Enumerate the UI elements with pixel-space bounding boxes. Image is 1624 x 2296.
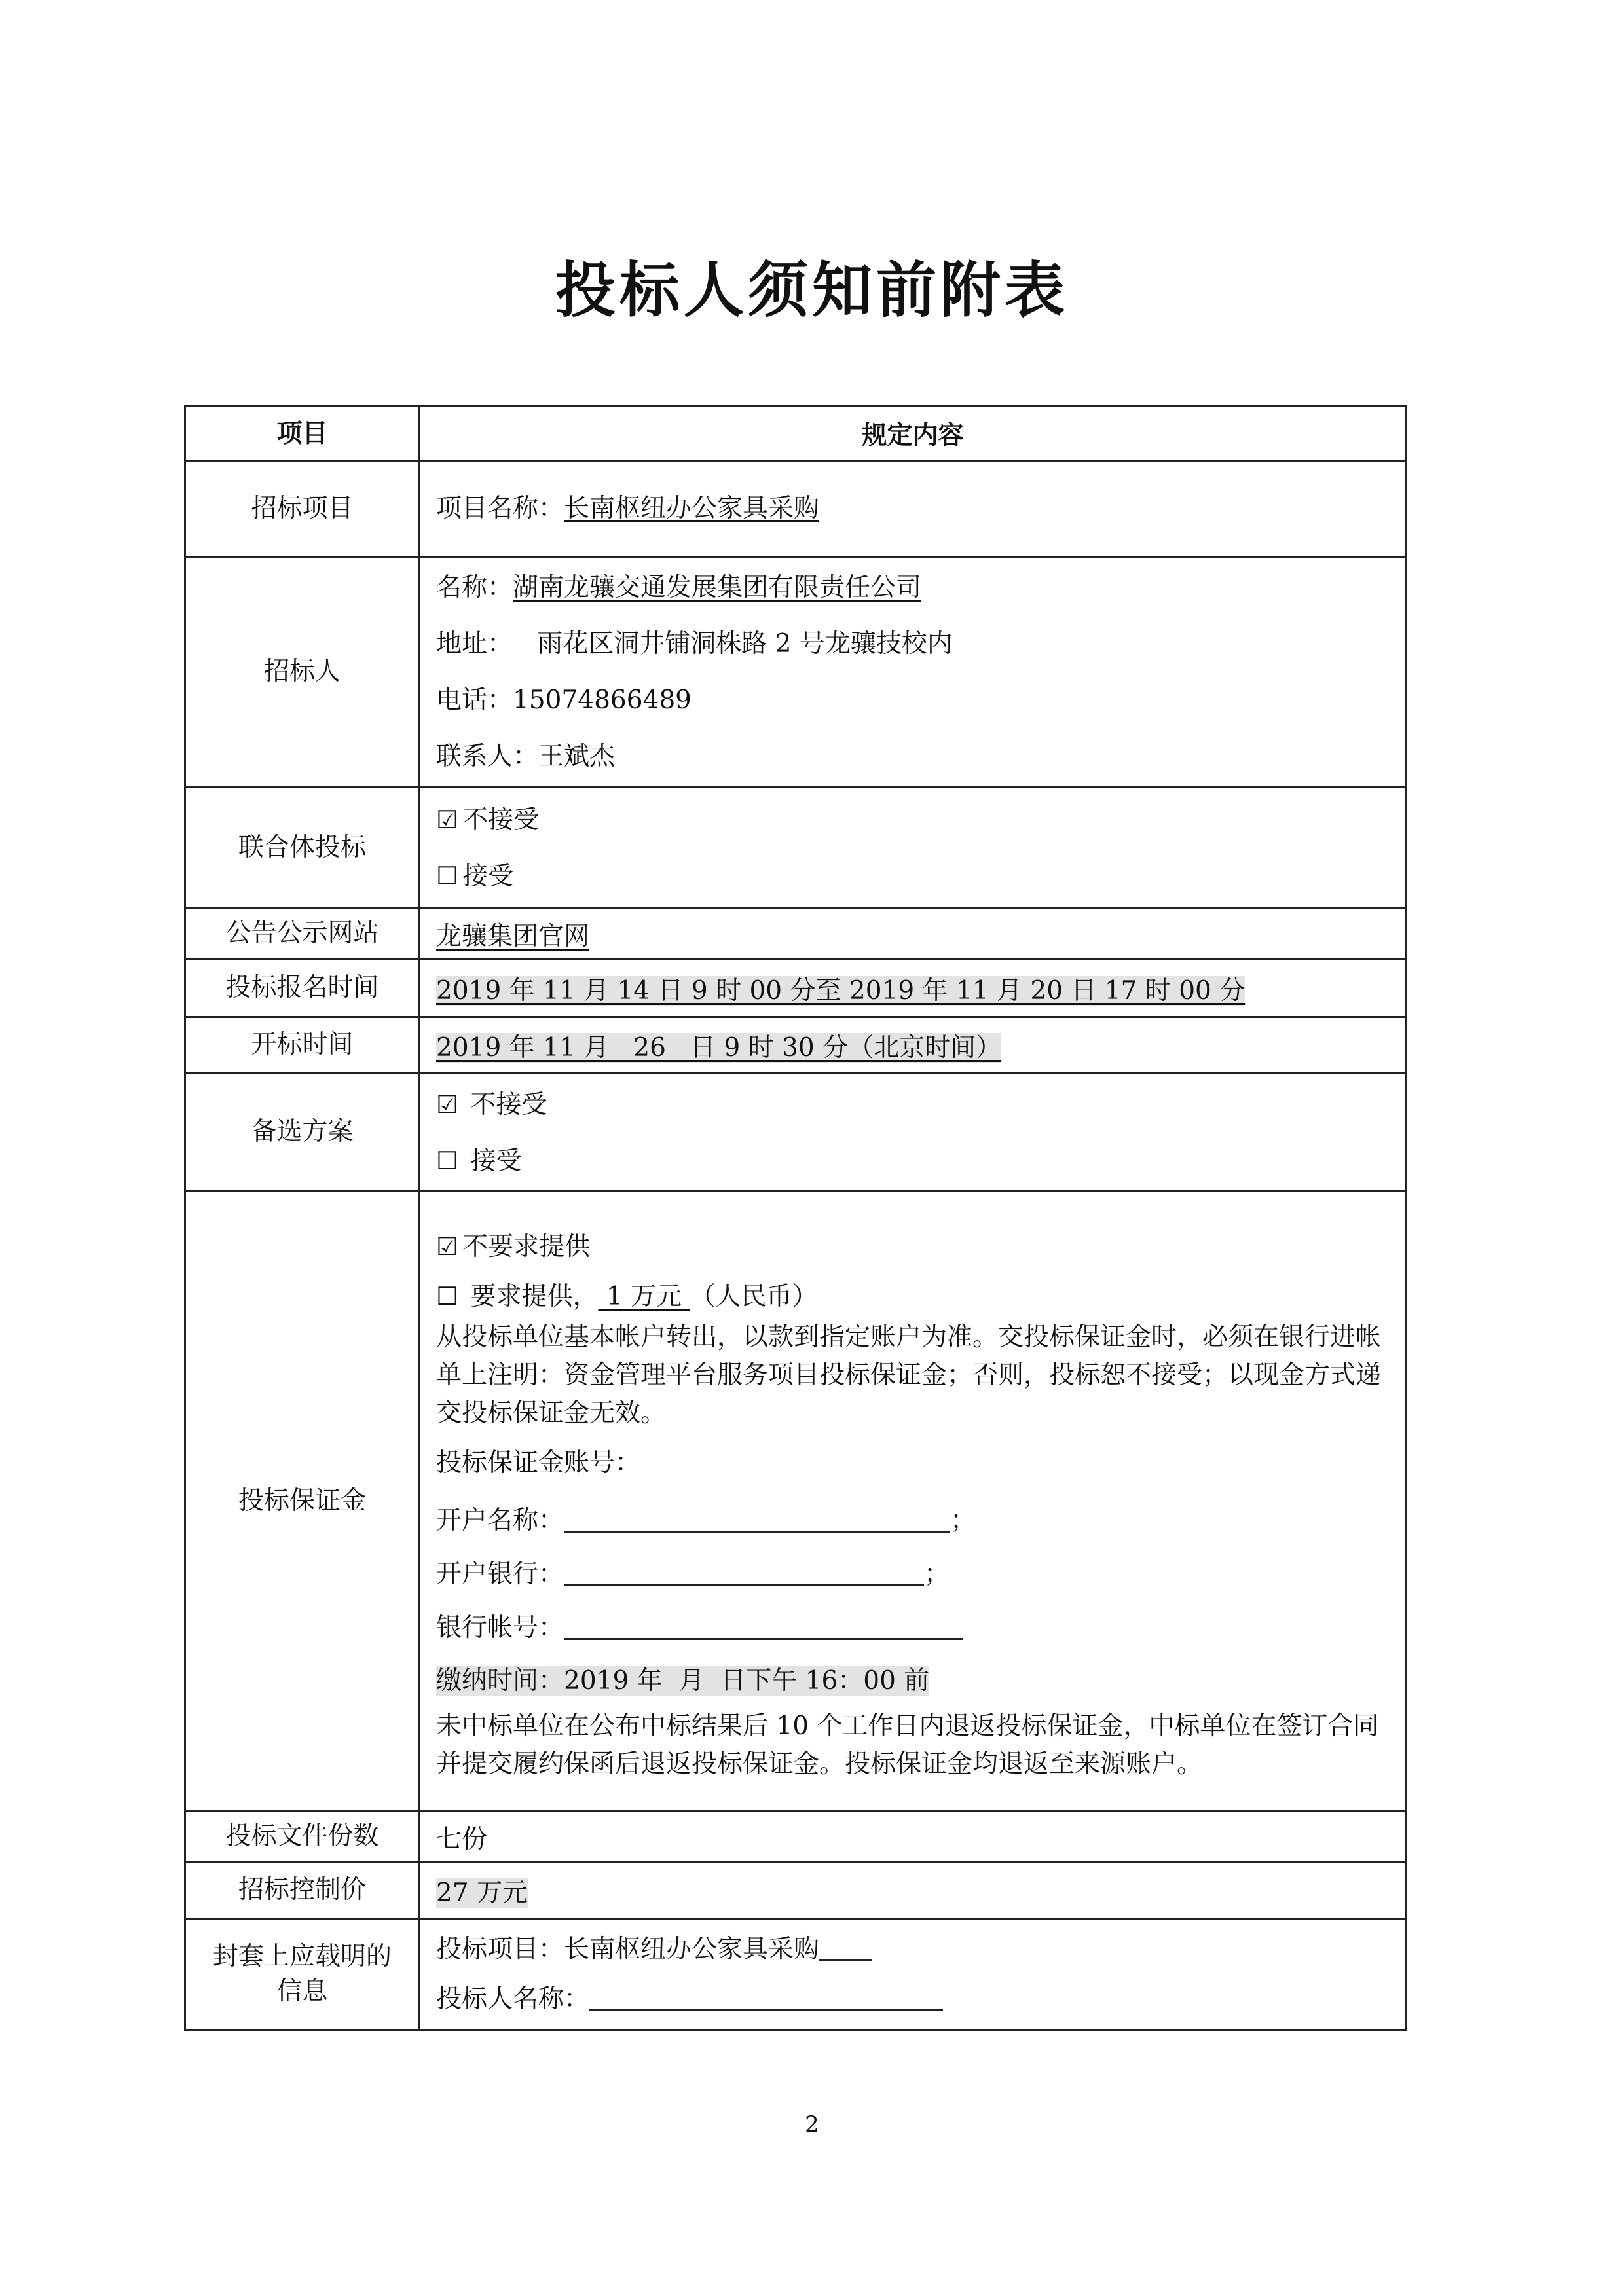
checkbox-empty-icon: ☐ [436,862,459,890]
row-content [420,557,1406,788]
row-content [420,1017,1406,1074]
envelope-project: 投标项目：长南枢纽办公家具采购 [436,1925,1389,1975]
table-row-copies [185,1812,1406,1863]
row-label: 公告公示网站 [185,909,420,960]
table-row-registration [185,960,1406,1017]
page-title: 投标人须知前附表 [555,255,1069,325]
row-content: 七份 [420,1812,1406,1863]
row-label: 联合体投标 [185,788,420,909]
table-row-price-cap [185,1863,1406,1919]
row-label: 招标项目 [185,461,420,557]
checkbox-checked-icon: ☑ [436,805,459,834]
row-content [420,960,1406,1017]
opening-time: 2019 年 11 月 26 日 9 时 30 分（北京时间） [436,1032,1002,1063]
envelope-bidder-name: 投标人名称： [436,1975,1389,2024]
row-content [420,1919,1406,2030]
table-row-website [185,909,1406,960]
website-value: 龙骧集团官网 [436,921,590,951]
bond-instructions: 从投标单位基本帐户转出，以款到指定账户为准。交投标保证金时，必须在银行进帐单上注明：资金管理平台服务项目投标保证金；否则，投标恕不接受；以现金方式递交投标保证金无效。 [436,1322,1382,1428]
alternative-option-accept: ☐ 接受 [436,1133,1389,1189]
price-cap-value: 27 万元 [436,1878,528,1908]
bond-refund-note: 未中标单位在公布中标结果后 10 个工作日内退返投标保证金，中标单位在签订合同并提交履约保函后退返投标保证金。投标保证金均退返至来源账户。 [436,1711,1379,1779]
row-label: 投标报名时间 [185,960,420,1017]
bond-option-not-required: ☑ 不要求提供 [436,1219,1389,1274]
table-row-alternative [185,1074,1406,1192]
row-label: 投标文件份数 [185,1812,420,1863]
table-row-opening [185,1017,1406,1074]
table-row-bond [185,1192,1406,1812]
row-label: 招标人 [185,557,420,788]
header-content: 规定内容 [420,407,1406,461]
table-header-row [185,407,1406,461]
row-content [420,788,1406,909]
checkbox-empty-icon: ☐ [436,1282,459,1311]
registration-time: 2019 年 11 月 14 日 9 时 00 分至 2019 年 11 月 20 日 17 时 00 分 [436,975,1246,1006]
table-row-envelope [185,1919,1406,2030]
bond-account-heading: 投标保证金账号： [436,1448,641,1478]
row-content [420,1074,1406,1192]
row-label: 封套上应载明的 信息 [185,1919,420,2030]
row-label: 投标保证金 [185,1192,420,1812]
tenderer-contact: 联系人：王斌杰 [436,741,616,771]
table-row-tenderer [185,557,1406,788]
tenderer-phone: 电话：15074866489 [436,685,692,715]
row-content [420,1192,1406,1812]
bond-bank: 开户银行： ； [436,1559,950,1589]
consortium-option-accept: ☐ 接受 [436,848,1389,904]
row-label: 开标时间 [185,1017,420,1074]
project-name: 项目名称：长南枢纽办公家具采购 [436,494,820,523]
checkbox-checked-icon: ☑ [436,1232,459,1261]
header-item: 项目 [185,407,420,461]
row-label: 招标控制价 [185,1863,420,1919]
page-number: 2 [805,2111,819,2138]
tenderer-name: 名称：湖南龙骧交通发展集团有限责任公司 [436,572,922,602]
bond-option-required: ☐ 要求提供， 1 万元 （人民币） [436,1274,1389,1319]
row-content [420,1863,1406,1919]
checkbox-empty-icon: ☐ [436,1146,459,1175]
tenderer-address: 地址： 雨花区洞井铺洞株路 2 号龙骧技校内 [436,629,953,659]
bond-deadline: 缴纳时间：2019 年 月 日下午 16：00 前 [436,1666,930,1696]
row-content [420,909,1406,960]
alternative-option-reject: ☑ 不接受 [436,1076,1389,1133]
table-row-consortium [185,788,1406,909]
table-row-project [185,461,1406,557]
bond-account-number: 银行帐号： [436,1601,1389,1655]
consortium-option-reject: ☑ 不接受 [436,792,1389,848]
bond-account-name: 开户名称： ； [436,1506,976,1535]
checkbox-checked-icon: ☑ [436,1089,459,1119]
bidder-instructions-table [184,405,1407,2031]
row-label: 备选方案 [185,1074,420,1192]
row-content [420,461,1406,557]
